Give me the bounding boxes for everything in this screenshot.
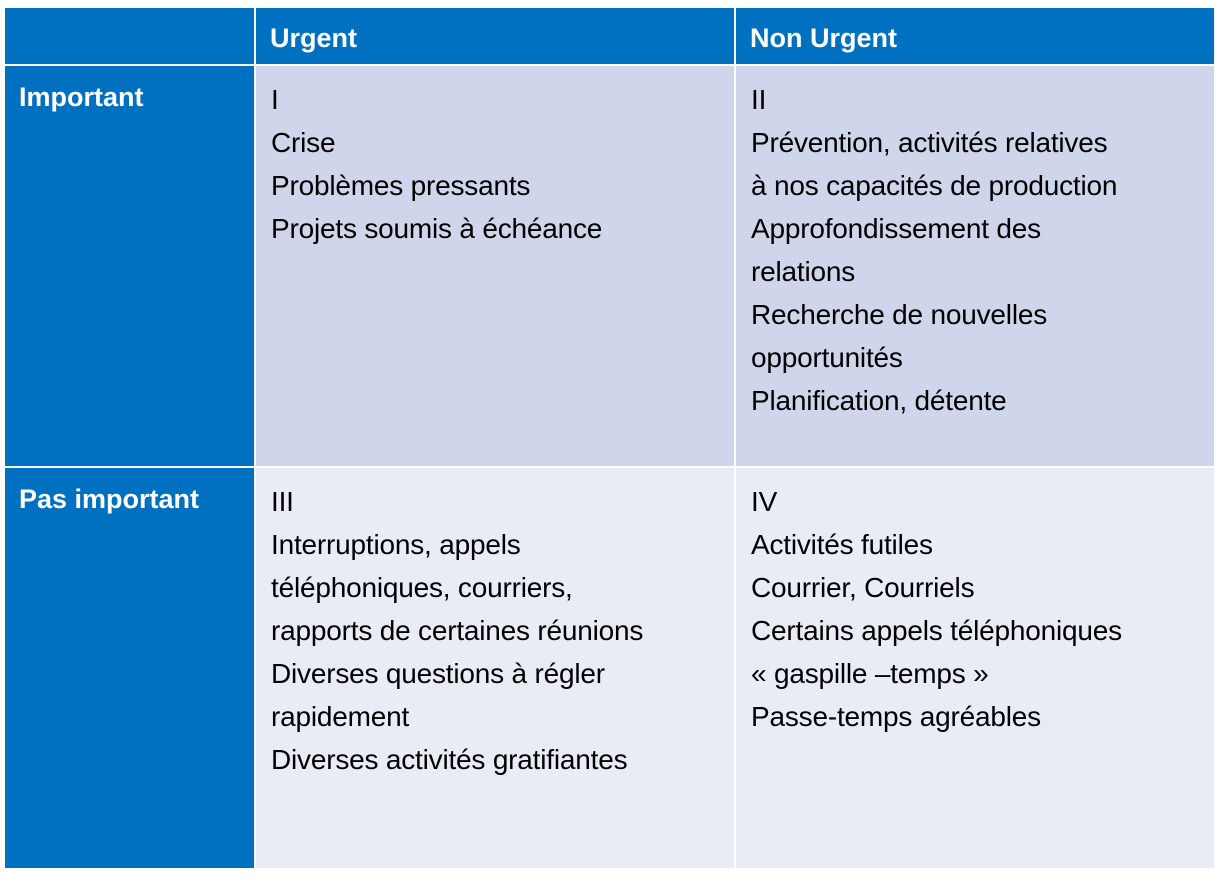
quadrant-item: Passe-temps agréables (751, 701, 1041, 732)
quadrant-number: III (271, 486, 294, 517)
quadrant-item: rapports de certaines réunions (271, 615, 644, 646)
quadrant-item: Prévention, activités relatives (751, 127, 1108, 158)
quadrant-item: relations (751, 256, 856, 287)
quadrant-cell-i (256, 66, 734, 466)
quadrant-number: I (271, 84, 279, 115)
quadrant-content (256, 468, 734, 781)
quadrant-content (256, 66, 734, 250)
row-header-pas-important: Pas important (5, 468, 254, 868)
quadrant-item: téléphoniques, courriers, (271, 572, 573, 603)
quadrant-item: Activités futiles (751, 529, 933, 560)
quadrant-item: Courrier, Courriels (751, 572, 975, 603)
quadrant-item: Problèmes pressants (271, 170, 531, 201)
quadrant-item: « gaspille –temps » (751, 658, 989, 689)
quadrant-item: Diverses activités gratifiantes (271, 744, 628, 775)
corner-header-cell (5, 8, 254, 64)
quadrant-item: Diverses questions à régler (271, 658, 605, 689)
column-header-non-urgent: Non Urgent (736, 8, 1214, 64)
quadrant-content (736, 468, 1214, 738)
quadrant-item: Crise (271, 127, 336, 158)
quadrant-item: opportunités (751, 342, 903, 373)
quadrant-item: Approfondissement des (751, 213, 1041, 244)
quadrant-number: II (751, 84, 767, 115)
quadrant-item: Projets soumis à échéance (271, 213, 603, 244)
eisenhower-matrix-table (5, 8, 1212, 868)
quadrant-number: IV (751, 486, 778, 517)
quadrant-cell-iii (256, 468, 734, 868)
quadrant-content (736, 66, 1214, 422)
quadrant-item: rapidement (271, 701, 410, 732)
quadrant-item: Recherche de nouvelles (751, 299, 1048, 330)
column-header-urgent: Urgent (256, 8, 734, 64)
quadrant-item: Interruptions, appels (271, 529, 521, 560)
quadrant-item: à nos capacités de production (751, 170, 1118, 201)
quadrant-item: Certains appels téléphoniques (751, 615, 1122, 646)
quadrant-cell-ii (736, 66, 1214, 466)
row-header-important: Important (5, 66, 254, 466)
quadrant-item: Planification, détente (751, 385, 1007, 416)
quadrant-cell-iv (736, 468, 1214, 868)
